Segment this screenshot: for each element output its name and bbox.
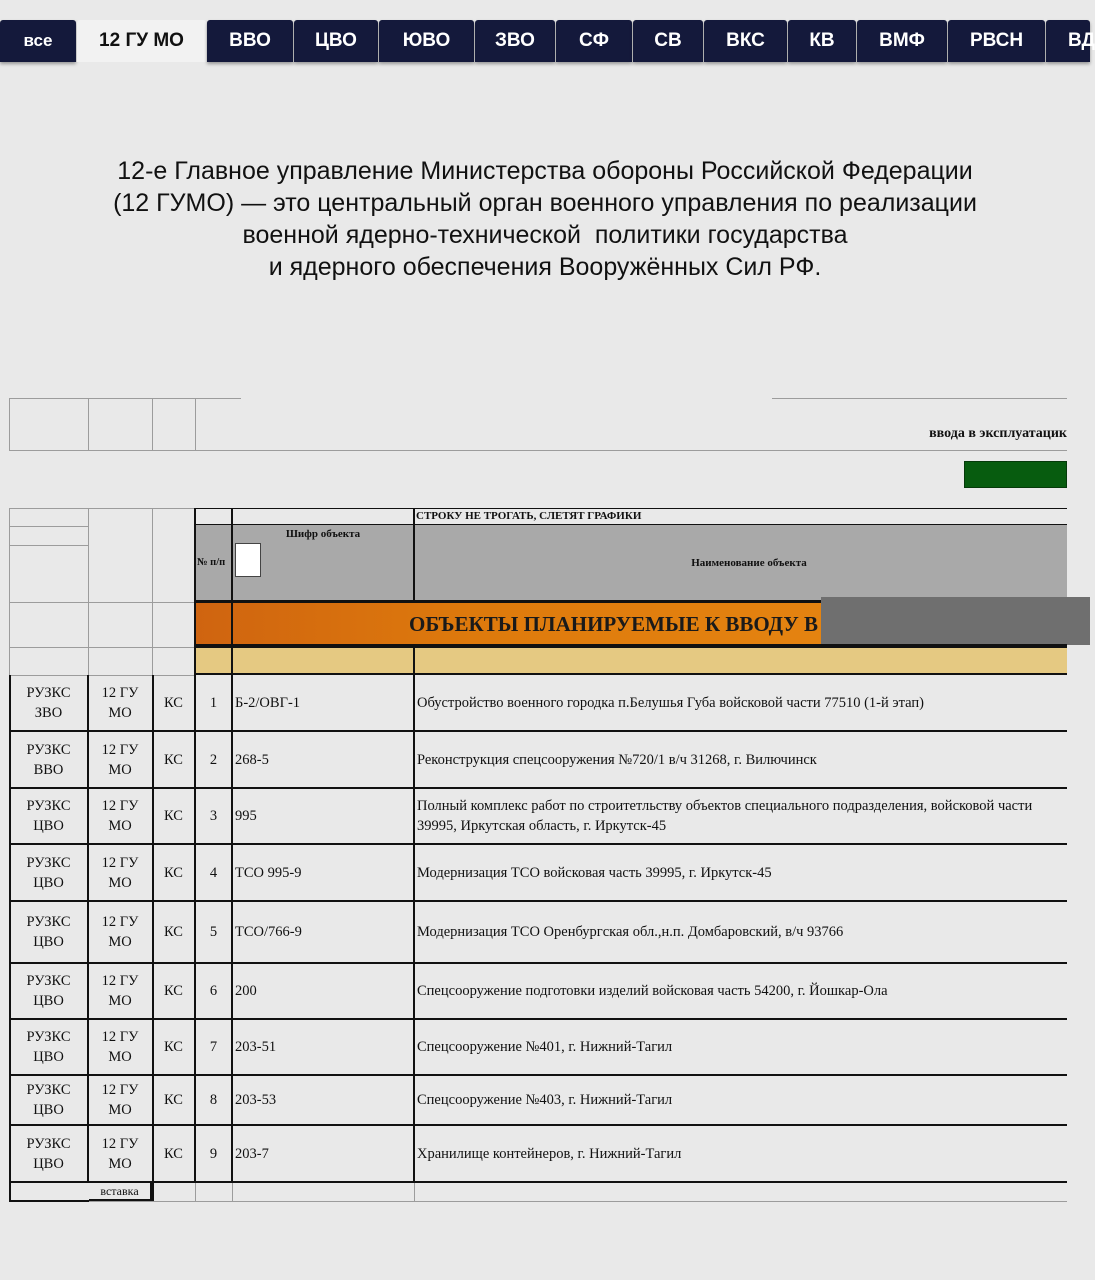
table-row-code: 995 — [235, 808, 257, 824]
table-row-num: 7 — [209, 1039, 218, 1055]
table-row-name: Хранилище контейнеров, г. Нижний-Тагил — [417, 1145, 682, 1162]
tab-sv[interactable]: СВ — [633, 20, 703, 62]
table-row-name: Модернизация ТСО Оренбургская обл.,н.п. Домбаровский, в/ч 93766 — [417, 924, 844, 940]
table-row-type: КС — [164, 924, 183, 940]
table-row-org: 12 ГУ МО — [101, 914, 139, 950]
table-row-name: Обустройство военного городка п.Белушья Губа войсковой части 77510 (1-й этап) — [417, 695, 924, 711]
table-row-code: ТСО/766-9 — [235, 924, 302, 940]
grid-line — [9, 450, 1067, 451]
grid-line — [9, 398, 241, 399]
table-row-org: 12 ГУ МО — [101, 741, 139, 778]
table-row-code: 203-51 — [235, 1039, 277, 1055]
table-row-org: 12 ГУ МО — [101, 973, 139, 1009]
table-row-code: 203-53 — [235, 1092, 277, 1108]
column-header-name: Наименование объекта — [691, 557, 807, 569]
table-row-dept: РУЗКС ЦВО — [26, 1082, 71, 1118]
grid-line — [195, 398, 196, 450]
description-line: и ядерного обеспечения Вооружённых Сил РФ. — [268, 253, 822, 281]
tab-all[interactable]: все — [0, 20, 76, 62]
table-row-num: 8 — [209, 1092, 218, 1108]
grid-line — [88, 398, 89, 450]
grid-line — [152, 398, 153, 450]
table-row-type: КС — [164, 751, 183, 768]
grid-line — [772, 398, 1067, 399]
table-row-type: КС — [164, 983, 183, 999]
status-marker-green — [964, 461, 1067, 488]
description-line: военной ядерно-технической политики государства — [242, 221, 848, 249]
table-row-code: ТСО 995-9 — [235, 864, 302, 881]
code-filter-box[interactable] — [235, 543, 261, 577]
table-row-num: 5 — [209, 924, 218, 940]
insert-row-button[interactable]: вставка — [89, 1183, 152, 1201]
commissioning-header: ввода в эксплуатацик — [929, 426, 1067, 441]
table-row-type: КС — [164, 695, 183, 711]
table-row-type: КС — [164, 1145, 183, 1162]
table-row-num: 3 — [209, 808, 218, 824]
table-row-dept: РУЗКС ЦВО — [26, 914, 71, 950]
tab-kv[interactable]: КВ — [788, 20, 856, 62]
grid-line — [9, 398, 10, 450]
table-row-dept: РУЗКС ЦВО — [26, 1135, 71, 1172]
table-row-org: 12 ГУ МО — [101, 685, 139, 721]
table-row-org: 12 ГУ МО — [101, 1082, 139, 1118]
tab-vks[interactable]: ВКС — [704, 20, 787, 62]
table-row-name: Спецсооружение подготовки изделий войсковая часть 54200, г. Йошкар-Ола — [417, 983, 888, 999]
description-line: 12-е Главное управление Министерства обороны Российской Федерации — [117, 157, 973, 185]
tab-vvo[interactable]: ВВО — [207, 20, 293, 62]
table-row-org: 12 ГУ МО — [101, 1135, 139, 1172]
table-row-org: 12 ГУ МО — [101, 854, 139, 891]
table-row-name: Модернизация ТСО войсковая часть 39995, г. Иркутск-45 — [417, 864, 772, 881]
table-row-type: КС — [164, 864, 183, 881]
table-row-dept: РУЗКС ВВО — [26, 741, 71, 778]
table-row-name: Реконструкция спецсооружения №720/1 в/ч 31268, г. Вилючинск — [417, 751, 817, 768]
tab-vmf[interactable]: ВМФ — [857, 20, 947, 62]
table-row-dept: РУЗКС ЦВО — [26, 854, 71, 891]
table-row-dept: РУЗКС ЦВО — [26, 1029, 71, 1065]
tab-zvo[interactable]: ЗВО — [475, 20, 555, 62]
tab-cvo[interactable]: ЦВО — [294, 20, 378, 62]
table-row-code: 200 — [235, 983, 257, 999]
table-row-name: Спецсооружение №403, г. Нижний-Тагил — [417, 1092, 673, 1108]
tab-sf[interactable]: СФ — [556, 20, 632, 62]
table-row-dept: РУЗКС ЦВО — [26, 973, 71, 1009]
section-title: ОБЪЕКТЫ ПЛАНИРУЕМЫЕ К ВВОДУ В — [409, 612, 818, 636]
table-row-num: 4 — [209, 864, 218, 881]
table-row-num: 9 — [209, 1145, 218, 1162]
table-row-org: 12 ГУ МО — [101, 1029, 139, 1065]
table-row-code: Б-2/ОВГ-1 — [235, 695, 301, 711]
tab-vd[interactable]: ВД — [1046, 20, 1090, 62]
table-row-num: 6 — [209, 983, 218, 999]
table-row-num: 1 — [209, 695, 218, 711]
table-row-name: Полный комплекс работ по строитетльству объектов специального подразделения, войсковой части 39995, Иркутская область, г. Иркутск-45 — [417, 798, 1033, 834]
table-row-code: 203-7 — [235, 1145, 269, 1162]
column-header-num: № п/п — [197, 557, 226, 568]
table-row-org: 12 ГУ МО — [101, 798, 139, 834]
warning-row-text: СТРОКУ НЕ ТРОГАТЬ, СЛЕТЯТ ГРАФИКИ — [416, 510, 642, 522]
section-title-bar-gray — [821, 597, 1090, 645]
table-row-dept: РУЗКС ЦВО — [26, 798, 71, 834]
column-header-code: Шифр объекта — [285, 528, 361, 540]
description-line: (12 ГУМО) — это центральный орган военного управления по реализации — [113, 189, 977, 217]
tab-yuvo[interactable]: ЮВО — [379, 20, 474, 62]
table-row-type: КС — [164, 1092, 183, 1108]
region-tab-bar — [0, 0, 1095, 62]
table-row-name: Спецсооружение №401, г. Нижний-Тагил — [417, 1039, 673, 1055]
subsection-row — [195, 648, 1067, 674]
tab-12-gu-mo[interactable]: 12 ГУ МО — [77, 20, 206, 62]
table-row-code: 268-5 — [235, 751, 269, 768]
page-description — [40, 155, 1050, 283]
tab-rvsn[interactable]: РВСН — [948, 20, 1045, 62]
table-row-type: КС — [164, 808, 183, 824]
table-row-type: КС — [164, 1039, 183, 1055]
table-row-num: 2 — [209, 751, 218, 768]
table-row-dept: РУЗКС ЗВО — [26, 685, 71, 721]
